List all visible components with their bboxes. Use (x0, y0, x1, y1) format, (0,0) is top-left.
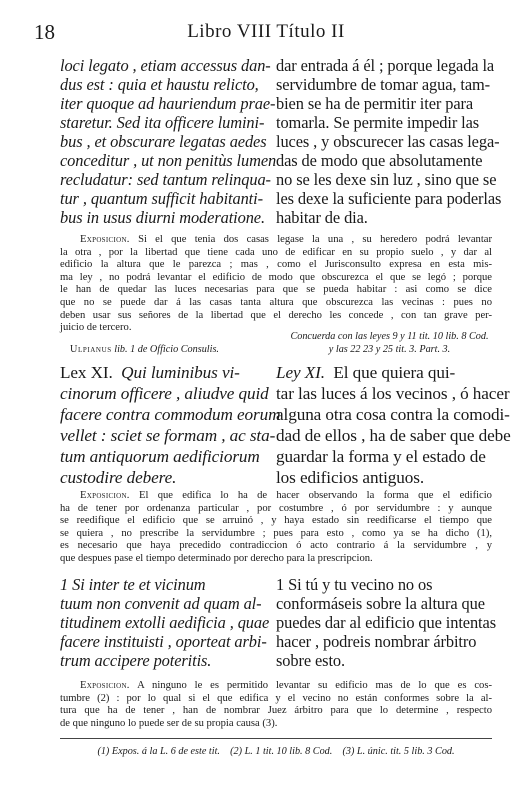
spanish-line: habitar de dia. (276, 208, 368, 227)
lex-heading-latin: Lex XI. (60, 363, 113, 382)
spanish-line: les dexe la suficiente para poderlas (276, 189, 502, 208)
latin-line: facere contra commodum eorum (60, 405, 281, 424)
concordance-line: Concuerda con las leyes 9 y 11 tit. 10 lib. 8 Cod. (290, 331, 489, 342)
spanish-line: los edificios antiguos. (276, 468, 425, 487)
spanish-line: servidumbre de tomar agua, tam- (276, 75, 490, 94)
latin-line: iter quoque ad hauriendum prae- (60, 94, 276, 113)
latin-line: recludatur: sed tantum relinqua- (60, 170, 271, 189)
exposicion-text: de que ninguno lo puede ser de su propia causa (3). (60, 717, 278, 729)
latin-line: bus , et obscurare legatas aedes (60, 132, 267, 151)
exposicion-text: deben usar sus señores de la libertad que el derecho les concede , con tan grave per- (60, 309, 492, 321)
spanish-line: bien se ha de permitir iter para (276, 94, 474, 113)
exposicion-label: Exposicion. (80, 490, 130, 501)
exposicion-text: es necesario que haya precedido contradiccion ó acto contrario á la servidumbre , y (60, 540, 492, 552)
lex-heading-spanish: Ley XI. (276, 363, 325, 382)
latin-column-top (60, 56, 277, 227)
spanish-line: tomarla. Se permite impedir las (276, 113, 480, 132)
spanish-line: El que quiera qui- (333, 363, 456, 382)
exposicion-label: Exposicion. (80, 234, 130, 245)
exposicion-3 (60, 680, 492, 730)
latin-line: custodire debere. (60, 468, 177, 487)
latin-line: tuum non convenit ad quam al- (60, 594, 262, 613)
exposicion-text: ha de tener por ordenanza particular , por costumbre , ó por servidumbre : y aunque (60, 502, 492, 514)
section-1-latin (60, 575, 274, 670)
lex-latin-column (60, 362, 281, 488)
exposicion-text: Si el que tenia dos casas legase la una , su heredero podrá levantar (138, 234, 492, 245)
spanish-line: tar las luces á los vecinos , ó hacer (276, 384, 510, 403)
spanish-line: dad de ellos , ha de saber que debe (276, 426, 511, 445)
footnote-1: (1) Expos. á la L. 6 de este tit. (97, 746, 220, 757)
section-1-spanish (276, 575, 498, 670)
lex-spanish-column (276, 362, 511, 488)
latin-line: staretur. Sed ita officere lumini- (60, 113, 265, 132)
exposicion-text: tumbre (2) : por lo qual si el que edifica y el vecino no están conformes sobre la al- (60, 692, 492, 704)
latin-line: 1 Si inter te et vicinum (60, 575, 206, 594)
exposicion-text: El que edifica lo ha de hacer observando la forma que el edificio (139, 490, 492, 501)
latin-line: bus in usus diurni moderatione. (60, 208, 265, 227)
exposicion-1 (60, 234, 492, 335)
spanish-line: das de modo que absolutamente (276, 151, 483, 170)
latin-line: conceditur , ut non penitùs lumen (60, 151, 277, 170)
exposicion-text: ma ley , no podrá levantar el edificio de modo que obscurezca el que se legó ; porque (60, 271, 492, 283)
spanish-line: no se les dexe sin luz , sino que se (276, 170, 497, 189)
spanish-line: dar entrada á él ; porque legada la (276, 56, 495, 75)
spanish-line: conformáseis sobre la altura que (276, 594, 485, 613)
footnote-2: (2) L. 1 tit. 10 lib. 8 Cod. (230, 746, 333, 757)
footnote-3: (3) L. únic. tit. 5 lib. 3 Cod. (342, 746, 455, 757)
latin-line: facere instituisti , oporteat arbi- (60, 632, 267, 651)
latin-line: trum accipere poteritis. (60, 651, 212, 670)
exposicion-text: le han de quedar las luces necesarias para que se pueda habitar : asi como se dice (60, 284, 492, 296)
spanish-line: guardar la forma y el estado de (276, 447, 486, 466)
running-head: Libro VIII Título II (187, 21, 345, 42)
exposicion-text: se quiera , no prescribe la servidumbre ; pues para esto , como ya se ha dicho (1), (60, 527, 492, 539)
footnote-divider (60, 738, 492, 739)
latin-line: titudinem extolli aedificia , quae (60, 613, 270, 632)
exposicion-text: edificio la altura que le parezca ; mas , como el Jurisconsulto expresa en esta mis- (60, 259, 492, 271)
exposicion-text: se reedifique el edificio que se arruinó , y haya estado sin reedificarse el tiempo que (60, 515, 492, 527)
page-header (0, 20, 532, 44)
spanish-line: sobre esto. (276, 651, 346, 670)
latin-line: dus est : quia et haustu relicto, (60, 75, 259, 94)
latin-line: Qui luminibus vi- (121, 363, 240, 382)
exposicion-text: que no se puede dar á las casas tanta altura que obscurezca las vecinas : pues no (60, 296, 492, 308)
exposicion-text: tura que ha de tener , han de nombrar Juez árbitro para que lo determine , respecto (60, 705, 492, 717)
page-number: 18 (34, 20, 55, 44)
spanish-line: puedes dar al edificio que intentas (276, 613, 496, 632)
exposicion-2 (60, 490, 492, 566)
source-citation-left (70, 344, 219, 355)
spanish-line: luces , y obscurecer las casas lega- (276, 132, 500, 151)
latin-line: loci legato , etiam accessus dan- (60, 56, 271, 75)
concordance-line: y las 22 23 y 25 tit. 3. Part. 3. (328, 344, 451, 355)
spanish-line: hacer , podreis nombrar árbitro (276, 632, 477, 651)
exposicion-text: juicio de tercero. (60, 322, 132, 334)
exposicion-text: A ninguno le es permitido levantar su edificio mas de lo que es cos- (137, 680, 492, 691)
latin-line: vellet : sciet se formam , ac sta- (60, 426, 276, 445)
source-work: lib. 1 de Officio Consulis. (114, 344, 219, 355)
spanish-line: alguna otra cosa contra la comodi- (276, 405, 510, 424)
concordance-note (282, 330, 497, 356)
spanish-line: 1 Si tú y tu vecino no os (276, 575, 433, 594)
footnotes (60, 746, 492, 757)
latin-line: cinorum officere , aliudve quid (60, 384, 269, 403)
exposicion-text: la otra , por la libertad que tiene cada uno de edificar en su propio suelo , y dar al (60, 246, 492, 258)
exposicion-label: Exposicion. (80, 680, 130, 691)
source-author: Ulpianus (70, 344, 112, 355)
latin-line: tum antiquorum aedificiorum (60, 447, 260, 466)
exposicion-text: que despues pase el tiempo determinado por derecho para la prescripcion. (60, 552, 373, 564)
latin-line: tur , quantum sufficit habitanti- (60, 189, 263, 208)
spanish-column-top (276, 56, 502, 227)
